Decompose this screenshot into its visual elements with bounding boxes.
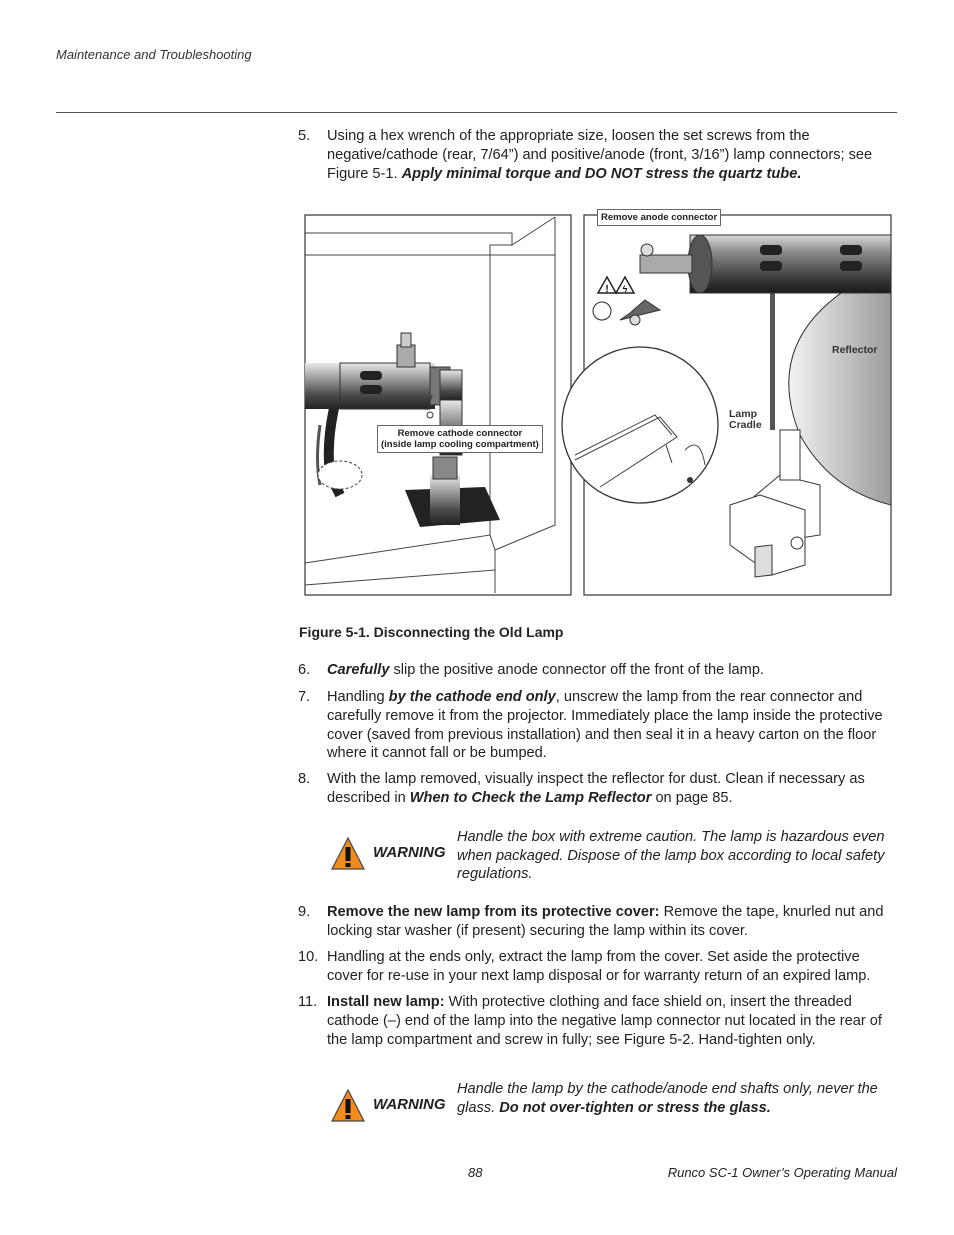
step-text: , unscrew the lamp from the rear connector and carefully remove it from the projector. Immediately place the lamp inside the protective cover (saved from previous installation) and then seal it in a heavy carton on the floor where it cannot fall or be bumped.	[327, 689, 883, 762]
step-text: Remove the tape, knurled nut and locking star washer (if present) securing the lamp within its cover.	[327, 904, 884, 939]
warning-text: Handle the box with extreme caution. The lamp is hazardous even when packaged. Dispose of the lamp box according to local safety regulations.	[457, 829, 885, 883]
step-text: Handling at the ends only, extract the lamp from the cover. Set aside the protective cover for re-use in your next lamp disposal or for warranty return of an expired lamp.	[327, 949, 871, 984]
step-text-pre: With the lamp removed, visually inspect the reflector for dust. Clean if necessary as described in	[327, 771, 865, 806]
step-11	[298, 993, 896, 1049]
figure-disconnecting-lamp	[300, 205, 894, 599]
callout-remove-anode: Remove anode connector	[597, 209, 721, 226]
running-header: Maintenance and Troubleshooting	[56, 47, 252, 62]
step-number: 10.	[298, 949, 319, 965]
step-9	[298, 903, 896, 941]
step-8	[298, 770, 896, 808]
right-panel	[562, 215, 891, 595]
step-number: 9.	[298, 904, 311, 920]
step-number: 7.	[298, 689, 311, 705]
figure-illustration	[300, 205, 894, 599]
step-text: on page 85.	[651, 789, 733, 806]
label-cradle: Cradle	[729, 419, 762, 431]
step-10	[298, 948, 896, 986]
svg-text:ϟ: ϟ	[622, 284, 628, 294]
warning-triangle-icon	[330, 1088, 366, 1132]
left-panel	[305, 215, 571, 595]
step-text: slip the positive anode connector off the front of the lamp.	[389, 662, 764, 678]
warning-text	[457, 1080, 897, 1117]
warning-label: WARNING	[373, 1096, 446, 1113]
figure-caption: Figure 5-1. Disconnecting the Old Lamp	[299, 624, 564, 640]
header-rule	[56, 112, 897, 113]
step-emphasis: When to Check the Lamp Reflector	[409, 789, 652, 806]
step-text: Using a hex wrench of the appropriate size, loosen the set screws from the negative/cathode (rear, 7/64”) and positive/anode (front, 3/16”) lamp connectors; see Figure 5-1.	[327, 128, 873, 182]
step-number: 5.	[298, 128, 311, 144]
warning-label: WARNING	[373, 844, 446, 861]
callout-cathode-line1: Remove cathode connector	[397, 428, 523, 439]
step-emphasis: by the cathode end only	[388, 689, 556, 705]
warning-emphasis: Do not over-tighten or stress the glass.	[499, 1099, 771, 1116]
step-6	[298, 661, 896, 680]
label-lamp-cradle	[729, 409, 762, 431]
step-7	[298, 688, 896, 763]
warning-triangle-icon	[330, 836, 366, 880]
step-emphasis: Install new lamp:	[327, 994, 445, 1010]
step-text: With protective clothing and face shield on, insert the threaded cathode (–) end of the lamp into the negative lamp connector nut located in the rear of the lamp compartment and screw in fully; see Figure 5-2. Hand-tighten only.	[327, 994, 882, 1048]
svg-text:!: !	[605, 284, 609, 295]
manual-title: Runco SC-1 Owner’s Operating Manual	[667, 1165, 897, 1180]
warning-text-main: Handle the lamp by the cathode/anode end shafts only, never the glass.	[457, 1081, 878, 1116]
step-emphasis: Carefully	[327, 662, 390, 678]
step-number: 11.	[298, 994, 318, 1010]
step-number: 6.	[298, 662, 311, 678]
step-emphasis: Apply minimal torque and DO NOT stress the quartz tube.	[401, 165, 802, 182]
step-emphasis: Remove the new lamp from its protective cover:	[327, 904, 660, 920]
callout-cathode-line2: (inside lamp cooling compartment)	[381, 439, 539, 450]
callout-remove-cathode	[377, 425, 543, 453]
label-lamp: Lamp	[729, 408, 758, 420]
step-number: 8.	[298, 771, 311, 787]
step-5	[298, 127, 896, 183]
page-number: 88	[468, 1165, 483, 1180]
label-reflector: Reflector	[832, 344, 878, 356]
step-text-pre: Handling	[327, 689, 389, 705]
